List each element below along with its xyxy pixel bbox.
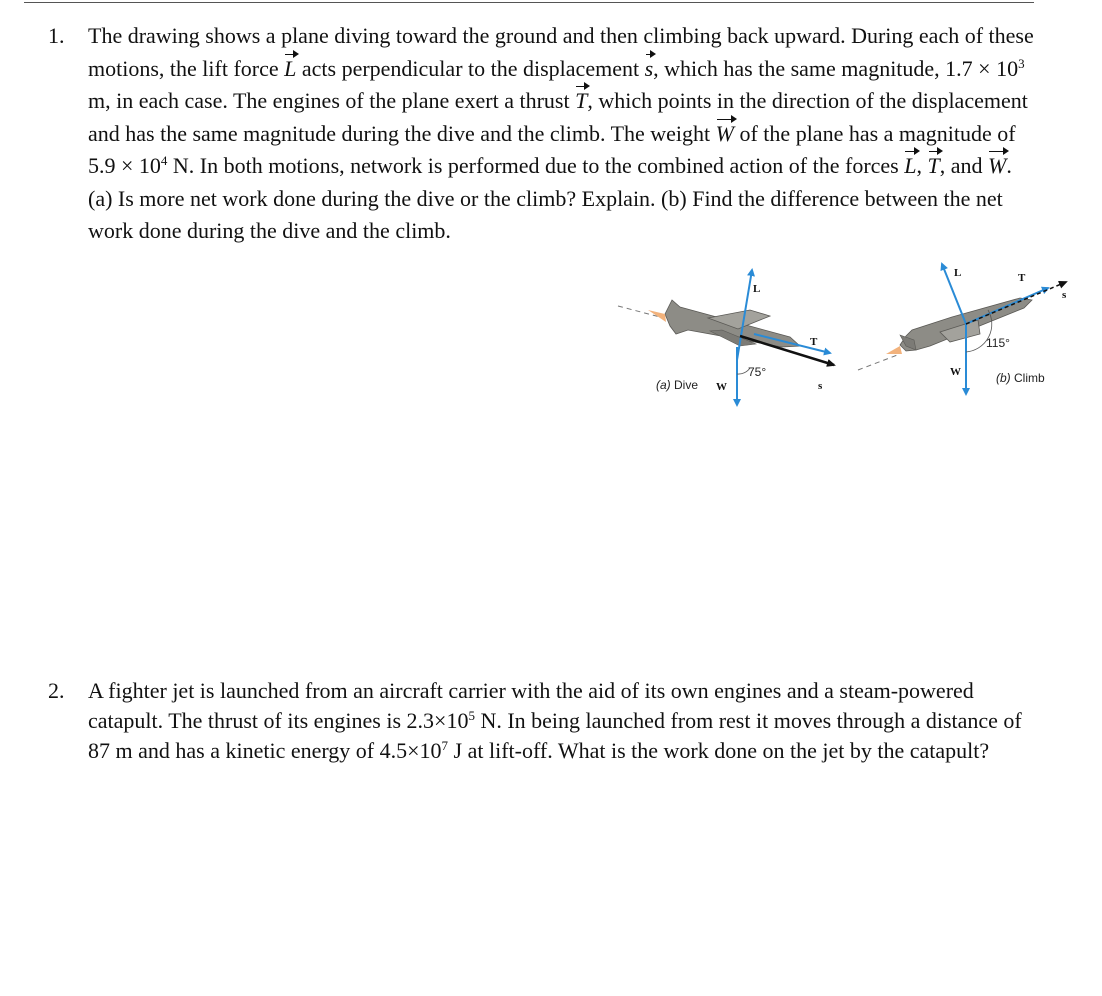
exponent: 3 [1018,55,1025,71]
exponent: 7 [441,738,449,753]
climb-caption: (b) Climb [996,371,1045,385]
text-run: The drawing shows a plane diving toward the ground and then climbing back upward. During each of these motions, the lift force [88,23,1034,81]
text-run: A fighter jet is launched from an aircraft carrier with the aid of its own engines and a steam-powered catapult. The thrust of its engines is 2.3×10 [88,678,974,733]
dive-displacement-label: s [818,380,823,392]
text-run: acts perpendicular to the displacement [296,55,645,81]
text-run: . (a) Is more net work done during the dive or the climb? Explain. (b) Find the difference between the net work done during the dive and the climb. [88,153,1012,243]
dive-lift-label: L [753,283,761,295]
dive-angle-label: 75° [748,365,767,379]
problem-2 [48,676,1038,766]
problem-text [88,20,1038,248]
climb-thrust-label: T [1018,272,1026,284]
problem-number: 2. [48,678,65,703]
top-rule [24,2,1034,3]
climb-weight-label: W [950,366,961,378]
climb-lift-label: L [954,267,962,279]
climb-diagram [858,264,1067,394]
text-run: , [916,153,928,178]
figure-svg [600,250,1080,420]
text-run: N. In being launched from rest it moves through a distance of 87 m and has a kinetic energy of 4.5×10 [88,708,1022,763]
climb-displacement-label: s [1062,289,1067,301]
climb-path-dashes [858,354,900,370]
exponent: 5 [468,708,475,723]
text-run: m, in each case. The engines of the plane exert a thrust [88,88,576,113]
vector-T: T [928,150,940,183]
dive-climb-figure [600,250,1080,420]
vector-L: L [284,53,296,86]
text-run: , which points in the direction of the displacement and has the same magnitude during the dive and the climb. The weight [88,88,1028,146]
vector-T: T [575,85,587,118]
text-run: , which has the same magnitude, 1.7 × 10 [653,55,1019,81]
dive-caption: (a) Dive [656,378,699,392]
problem-text [88,676,1038,766]
problem-1 [48,20,1038,248]
exponent: 4 [160,153,168,168]
problem-number: 1. [48,23,65,48]
dive-diagram [618,270,834,405]
dive-thrust-label: T [810,336,818,348]
climb-angle-label: 115° [986,336,1010,350]
text-run: of the plane has a magnitude of 5.9 × 10 [88,120,1016,178]
text-run: , and [939,153,989,178]
text-run: N. In both motions, network is performed due to the combined action of the forces [167,153,905,178]
vector-W: W [988,150,1006,183]
dive-weight-label: W [716,381,727,393]
vector-L: L [904,150,916,183]
vector-W: W [716,118,734,151]
vector-s: s [645,53,654,86]
text-run: J at lift-off. What is the work done on the jet by the catapult? [448,738,990,763]
